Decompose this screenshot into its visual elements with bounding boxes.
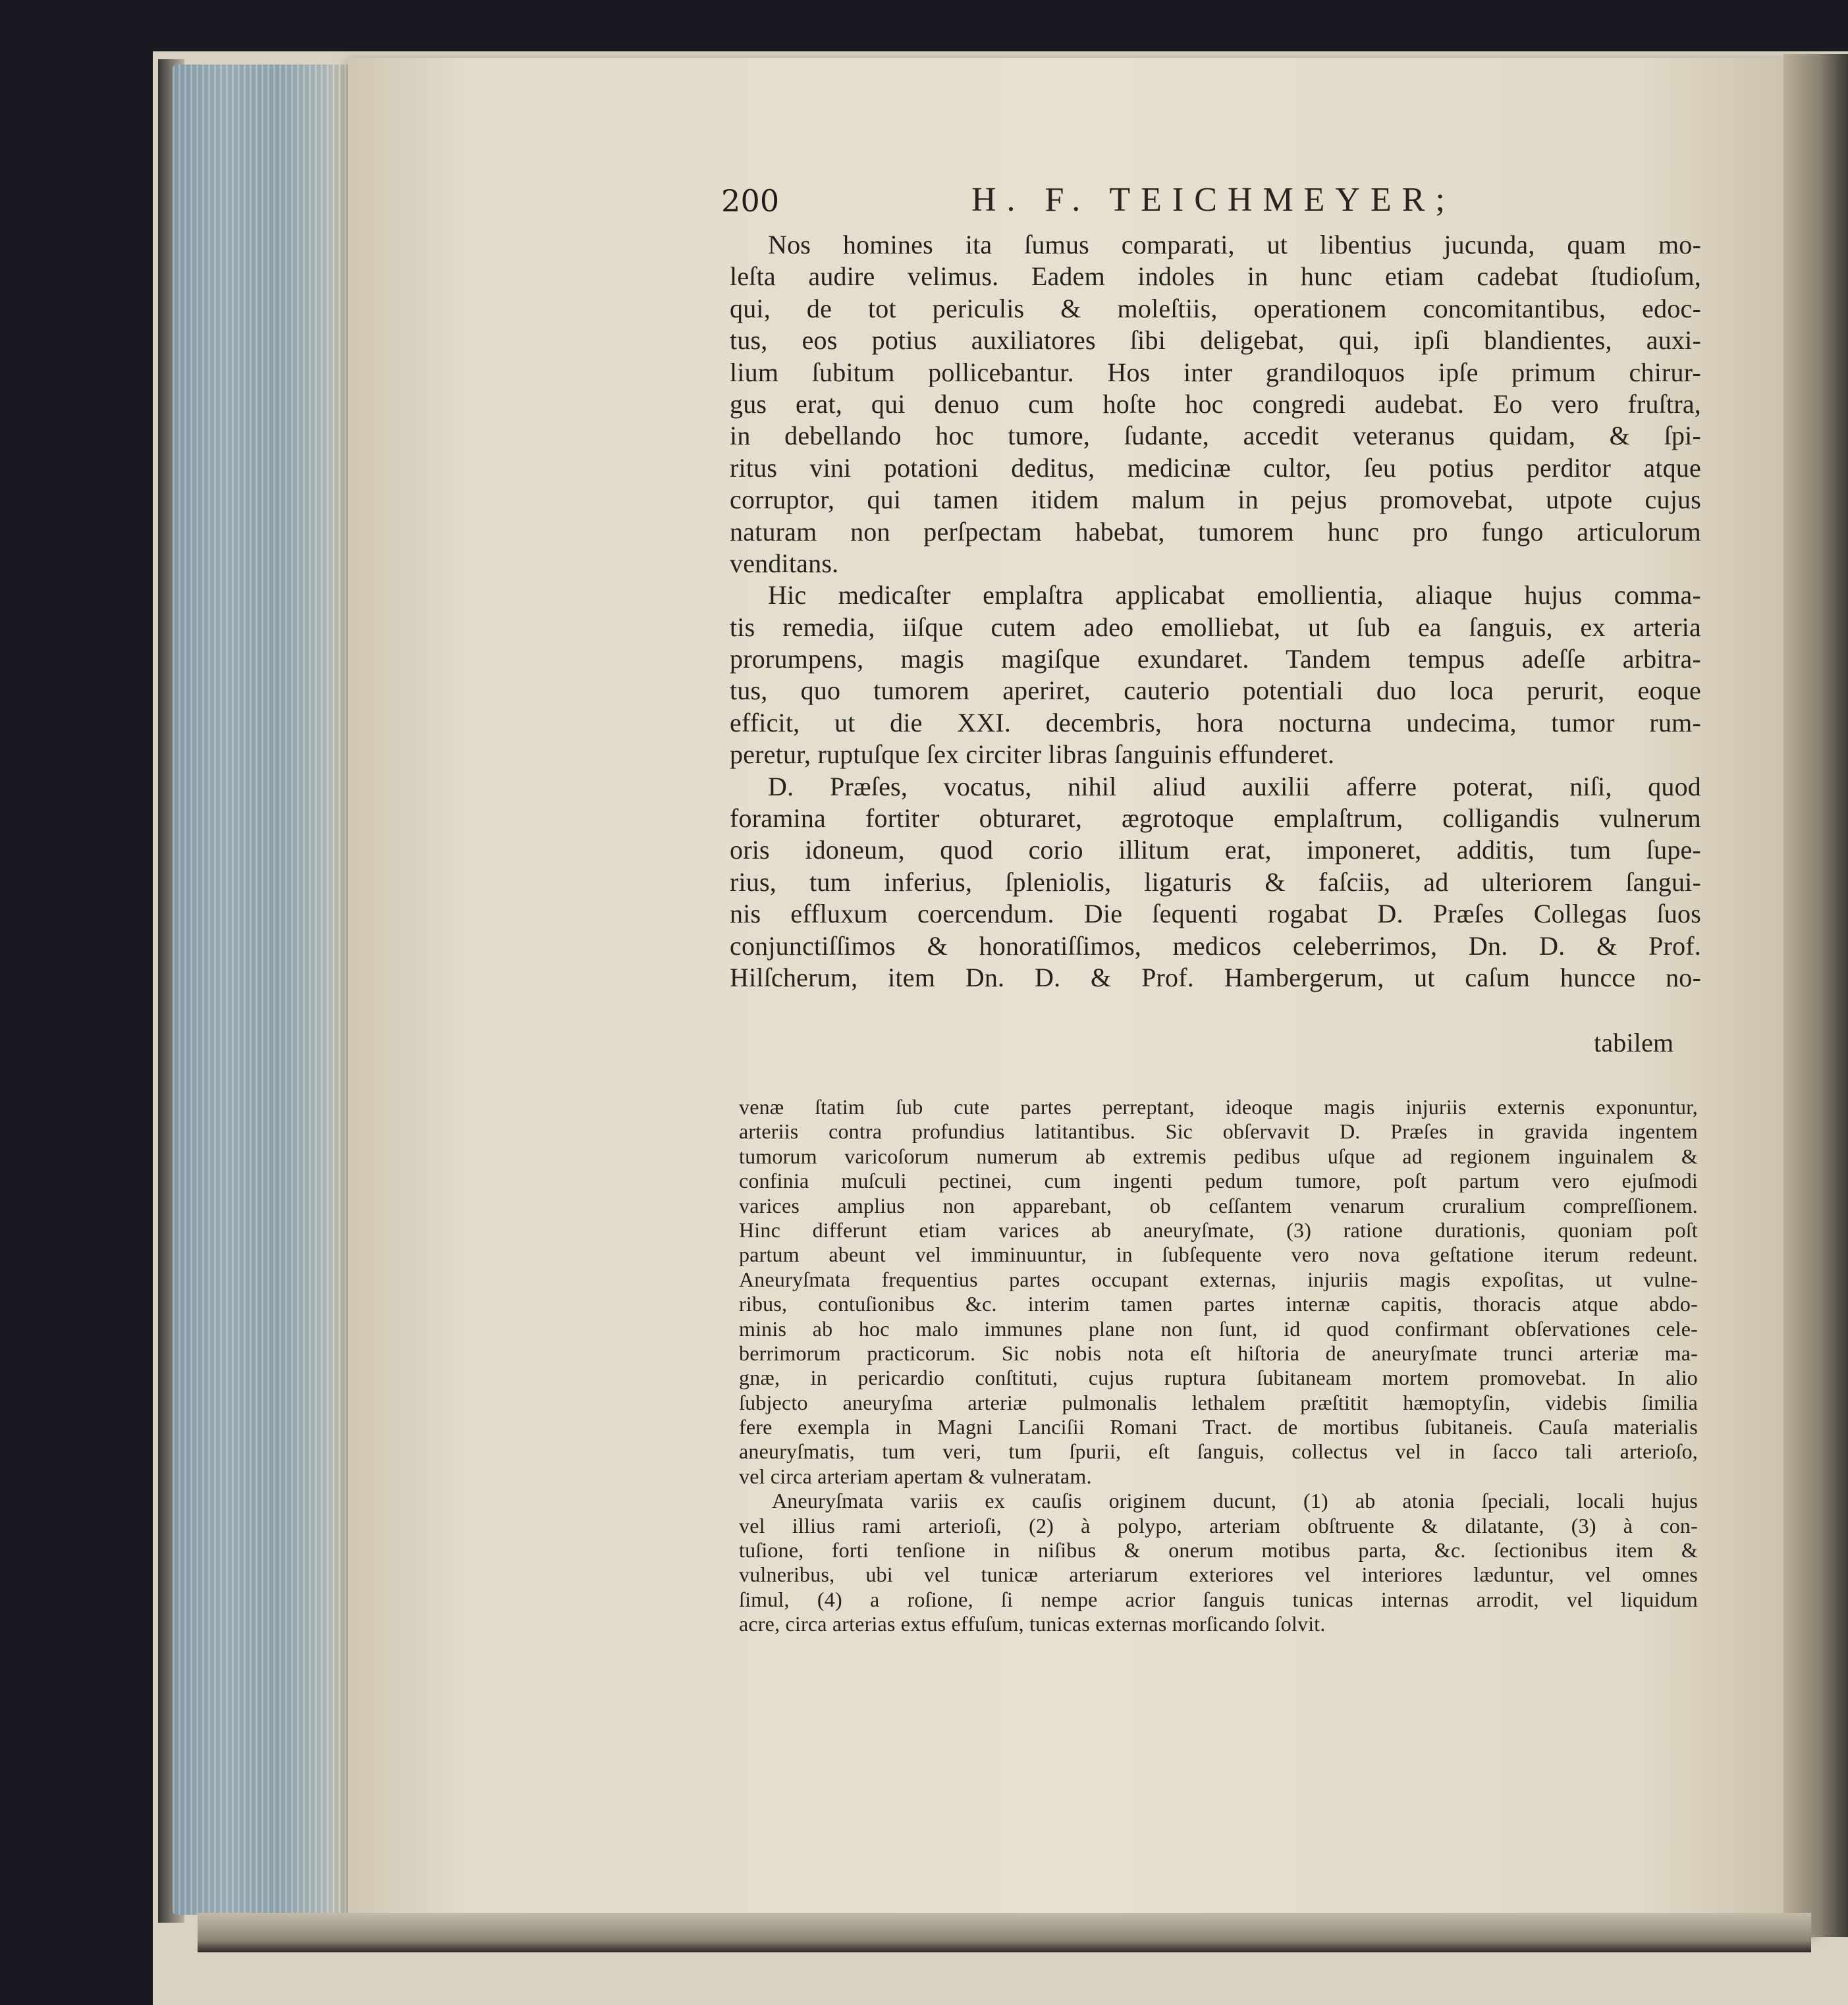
catchword: tabilem <box>1594 1028 1674 1057</box>
note-text-line: ribus, contuſionibus &c. interim tamen partes internæ capitis, thoracis atque abdo- <box>739 1292 1698 1316</box>
body-text-line: venditans. <box>730 548 839 578</box>
note-text-block <box>739 1095 1698 1637</box>
note-text-line: vulneribus, ubi vel tunicæ arteriarum exteriores vel interiores læduntur, vel omnes <box>739 1563 1698 1587</box>
note-text-line: vel circa arteriam apertam & vulneratam. <box>739 1464 1092 1488</box>
body-text-line: qui, de tot periculis & moleſtiis, operationem concomitantibus, edoc- <box>730 293 1701 323</box>
page-stack-edge <box>173 65 349 1915</box>
body-text-line: conjunctiſſimos & honoratiſſimos, medicos celeberrimos, Dn. D. & Prof. <box>730 930 1701 961</box>
note-text-line: Hinc differunt etiam varices ab aneuryſmate, (3) ratione durationis, quoniam poſt <box>739 1217 1698 1242</box>
body-text-line: rius, tum inferius, ſpleniolis, ligaturis & faſciis, ad ulteriorem ſangui- <box>730 867 1701 897</box>
note-text-line: gnæ, in pericardio conſtituti, cujus ruptura ſubitaneam mortem promovebat. In alio <box>739 1366 1698 1390</box>
body-text-line: naturam non perſpectam habebat, tumorem hunc pro fungo articulorum <box>730 516 1701 547</box>
note-text-line: berrimorum practicorum. Sic nobis nota eſt hiſtoria de aneuryſmate trunci arteriæ ma- <box>739 1341 1698 1365</box>
body-text-line: tis remedia, iiſque cutem adeo emolliebat, ut ſub ea ſanguis, ex arteria <box>730 612 1701 642</box>
body-text-line: peretur, ruptuſque ſex circiter libras ſanguinis effunderet. <box>730 739 1335 770</box>
body-text-line: foramina fortiter obturaret, ægrotoque emplaſtrum, colligandis vulnerum <box>730 803 1701 834</box>
body-text-line: oris idoneum, quod corio illitum erat, imponeret, additis, tum ſupe- <box>730 835 1701 865</box>
body-text-line: ritus vini potationi deditus, medicinæ cultor, ſeu potius perditor atque <box>730 452 1701 483</box>
body-text-line: prorumpens, magis magiſque exundaret. Tandem tempus adeſſe arbitra- <box>730 644 1701 674</box>
body-text-line: efficit, ut die XXI. decembris, hora nocturna undecima, tumor rum- <box>730 707 1701 737</box>
note-text-line: tuſione, forti tenſione in niſibus & onerum motibus parta, &c. ſectionibus item & <box>739 1538 1698 1563</box>
note-text-line: aneuryſmatis, tum veri, tum ſpurii, eſt ſanguis, collectus vel in ſacco tali arterioſo, <box>739 1439 1698 1464</box>
body-text-line: Hic medicaſter emplaſtra applicabat emollientia, aliaque hujus comma- <box>768 580 1701 610</box>
main-text-block <box>730 229 1701 994</box>
note-text-line: Aneuryſmata variis ex cauſis originem ducunt, (1) ab atonia ſpeciali, locali hujus <box>772 1489 1698 1513</box>
note-text-line: venæ ſtatim ſub cute partes perreptant, ideoque magis injuriis externis exponuntur, <box>739 1095 1698 1119</box>
body-text-line: leſta audire velimus. Eadem indoles in hunc etiam cadebat ſtudioſum, <box>730 261 1701 292</box>
note-text-line: arteriis contra profundius latitantibus. Sic obſervavit D. Præſes in gravida ingentem <box>739 1119 1698 1144</box>
running-head: H. F. TEICHMEYER; <box>971 181 1455 219</box>
note-text-line: partum abeunt vel imminuuntur, in ſubſequente vero nova geſtatione iterum redeunt. <box>739 1243 1698 1267</box>
body-text-line: tus, quo tumorem aperiret, cauterio potentiali duo loca perurit, eoque <box>730 676 1701 706</box>
note-text-line: vel illius rami arterioſi, (2) à polypo, arteriam obſtruente & dilatante, (3) à con- <box>739 1513 1698 1537</box>
note-text-line: fere exempla in Magni Lanciſii Romani Tract. de mortibus ſubitaneis. Cauſa materialis <box>739 1415 1698 1439</box>
note-text-line: Aneuryſmata frequentius partes occupant externas, injuriis magis expoſitas, ut vulne- <box>739 1267 1698 1291</box>
body-text-line: Hilſcherum, item Dn. D. & Prof. Hambergerum, ut caſum huncce no- <box>730 962 1701 992</box>
body-text-line: Nos homines ita ſumus comparati, ut libentius jucunda, quam mo- <box>768 230 1701 259</box>
note-text-line: ſubjecto aneuryſma arteriæ pulmonalis lethalem præſtitit hæmoptyſin, videbis ſimilia <box>739 1390 1698 1414</box>
body-text-line: tus, eos potius auxiliatores ſibi deligebat, qui, ipſi blandientes, auxi- <box>730 325 1701 356</box>
body-text-line: nis effluxum coercendum. Die ſequenti rogabat D. Præſes Collegas ſuos <box>730 899 1701 929</box>
page-number: 200 <box>721 183 780 219</box>
gutter-shadow <box>1783 54 1848 1937</box>
note-text-line: confinia muſculi pectinei, cum ingenti pedum tumore, poſt partum vero ejuſmodi <box>739 1169 1698 1193</box>
note-text-line: acre, circa arterias extus effuſum, tunicas externas morſicando ſolvit. <box>739 1612 1326 1636</box>
note-text-line: tumorum varicoſorum numerum ab extremis pedibus uſque ad regionem inguinalem & <box>739 1144 1698 1168</box>
body-text-line: gus erat, qui denuo cum hoſte hoc congredi audebat. Eo vero fruſtra, <box>730 388 1701 419</box>
body-text-line: in debellando hoc tumore, ſudante, accedit veteranus quidam, & ſpi- <box>730 421 1701 451</box>
note-text-line: ſimul, (4) a roſione, ſi nempe acrior ſanguis tunicas internas arrodit, vel liquidum <box>739 1587 1698 1611</box>
body-text-line: lium ſubitum pollicebantur. Hos inter grandiloquos ipſe primum chirur- <box>730 357 1701 387</box>
note-text-line: minis ab hoc malo immunes plane non ſunt, id quod confirmant obſervationes cele- <box>739 1316 1698 1341</box>
body-text-line: D. Præſes, vocatus, nihil aliud auxilii afferre poterat, niſi, quod <box>768 771 1701 801</box>
body-text-line: corruptor, qui tamen itidem malum in pejus promovebat, utpote cujus <box>730 485 1701 515</box>
page-header <box>721 183 1709 229</box>
page-bottom-edge <box>198 1913 1811 1952</box>
note-text-line: varices amplius non apparebant, ob ceſſantem venarum cruralium compreſſionem. <box>739 1193 1698 1217</box>
